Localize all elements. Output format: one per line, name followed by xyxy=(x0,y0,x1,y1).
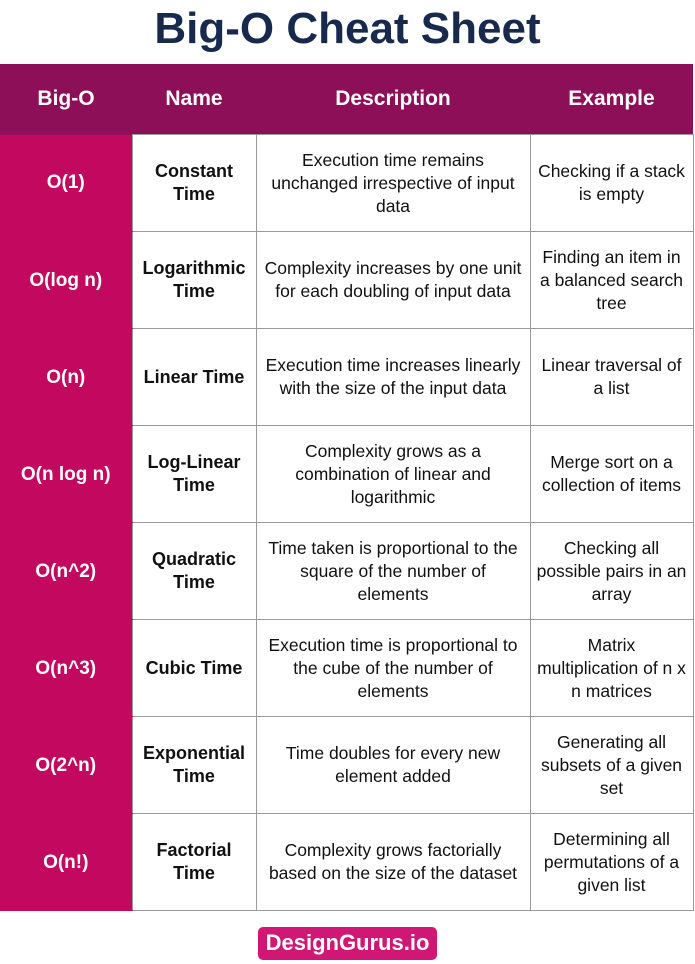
description-cell: Complexity grows factorially based on the size of the dataset xyxy=(256,814,530,911)
name-cell: Linear Time xyxy=(132,329,256,426)
bigo-cell: O(2^n) xyxy=(0,717,132,814)
table-row xyxy=(0,426,693,523)
header-bigo: Big-O xyxy=(0,64,132,135)
bigo-cell: O(1) xyxy=(0,135,132,232)
name-cell: Logarithmic Time xyxy=(132,232,256,329)
header-description: Description xyxy=(256,64,530,135)
description-cell: Complexity grows as a combination of linear and logarithmic xyxy=(256,426,530,523)
name-cell: Exponential Time xyxy=(132,717,256,814)
description-cell: Execution time remains unchanged irrespective of input data xyxy=(256,135,530,232)
table-row xyxy=(0,232,693,329)
name-cell: Cubic Time xyxy=(132,620,256,717)
description-cell: Execution time increases linearly with the size of the input data xyxy=(256,329,530,426)
example-cell: Checking if a stack is empty xyxy=(530,135,693,232)
bigo-cell: O(n^3) xyxy=(0,620,132,717)
example-cell: Generating all subsets of a given set xyxy=(530,717,693,814)
description-cell: Complexity increases by one unit for each doubling of input data xyxy=(256,232,530,329)
name-cell: Log-Linear Time xyxy=(132,426,256,523)
table-row xyxy=(0,523,693,620)
table-row xyxy=(0,329,693,426)
bigo-cell: O(n!) xyxy=(0,814,132,911)
example-cell: Finding an item in a balanced search tree xyxy=(530,232,693,329)
bigo-cell: O(n^2) xyxy=(0,523,132,620)
example-cell: Matrix multiplication of n x n matrices xyxy=(530,620,693,717)
example-cell: Merge sort on a collection of items xyxy=(530,426,693,523)
example-cell: Linear traversal of a list xyxy=(530,329,693,426)
table-row xyxy=(0,135,693,232)
name-cell: Constant Time xyxy=(132,135,256,232)
name-cell: Factorial Time xyxy=(132,814,256,911)
header-example: Example xyxy=(530,64,693,135)
brand-logo: DesignGurus.io xyxy=(258,927,438,960)
table-row xyxy=(0,717,693,814)
big-o-table xyxy=(0,64,694,911)
table-header-row xyxy=(0,64,693,135)
description-cell: Time taken is proportional to the square of the number of elements xyxy=(256,523,530,620)
bigo-cell: O(log n) xyxy=(0,232,132,329)
page-title: Big-O Cheat Sheet xyxy=(154,4,541,53)
table-row xyxy=(0,814,693,911)
example-cell: Determining all permutations of a given list xyxy=(530,814,693,911)
footer xyxy=(0,927,695,963)
example-cell: Checking all possible pairs in an array xyxy=(530,523,693,620)
description-cell: Execution time is proportional to the cube of the number of elements xyxy=(256,620,530,717)
bigo-cell: O(n) xyxy=(0,329,132,426)
name-cell: Quadratic Time xyxy=(132,523,256,620)
table-row xyxy=(0,620,693,717)
header-name: Name xyxy=(132,64,256,135)
description-cell: Time doubles for every new element added xyxy=(256,717,530,814)
bigo-cell: O(n log n) xyxy=(0,426,132,523)
